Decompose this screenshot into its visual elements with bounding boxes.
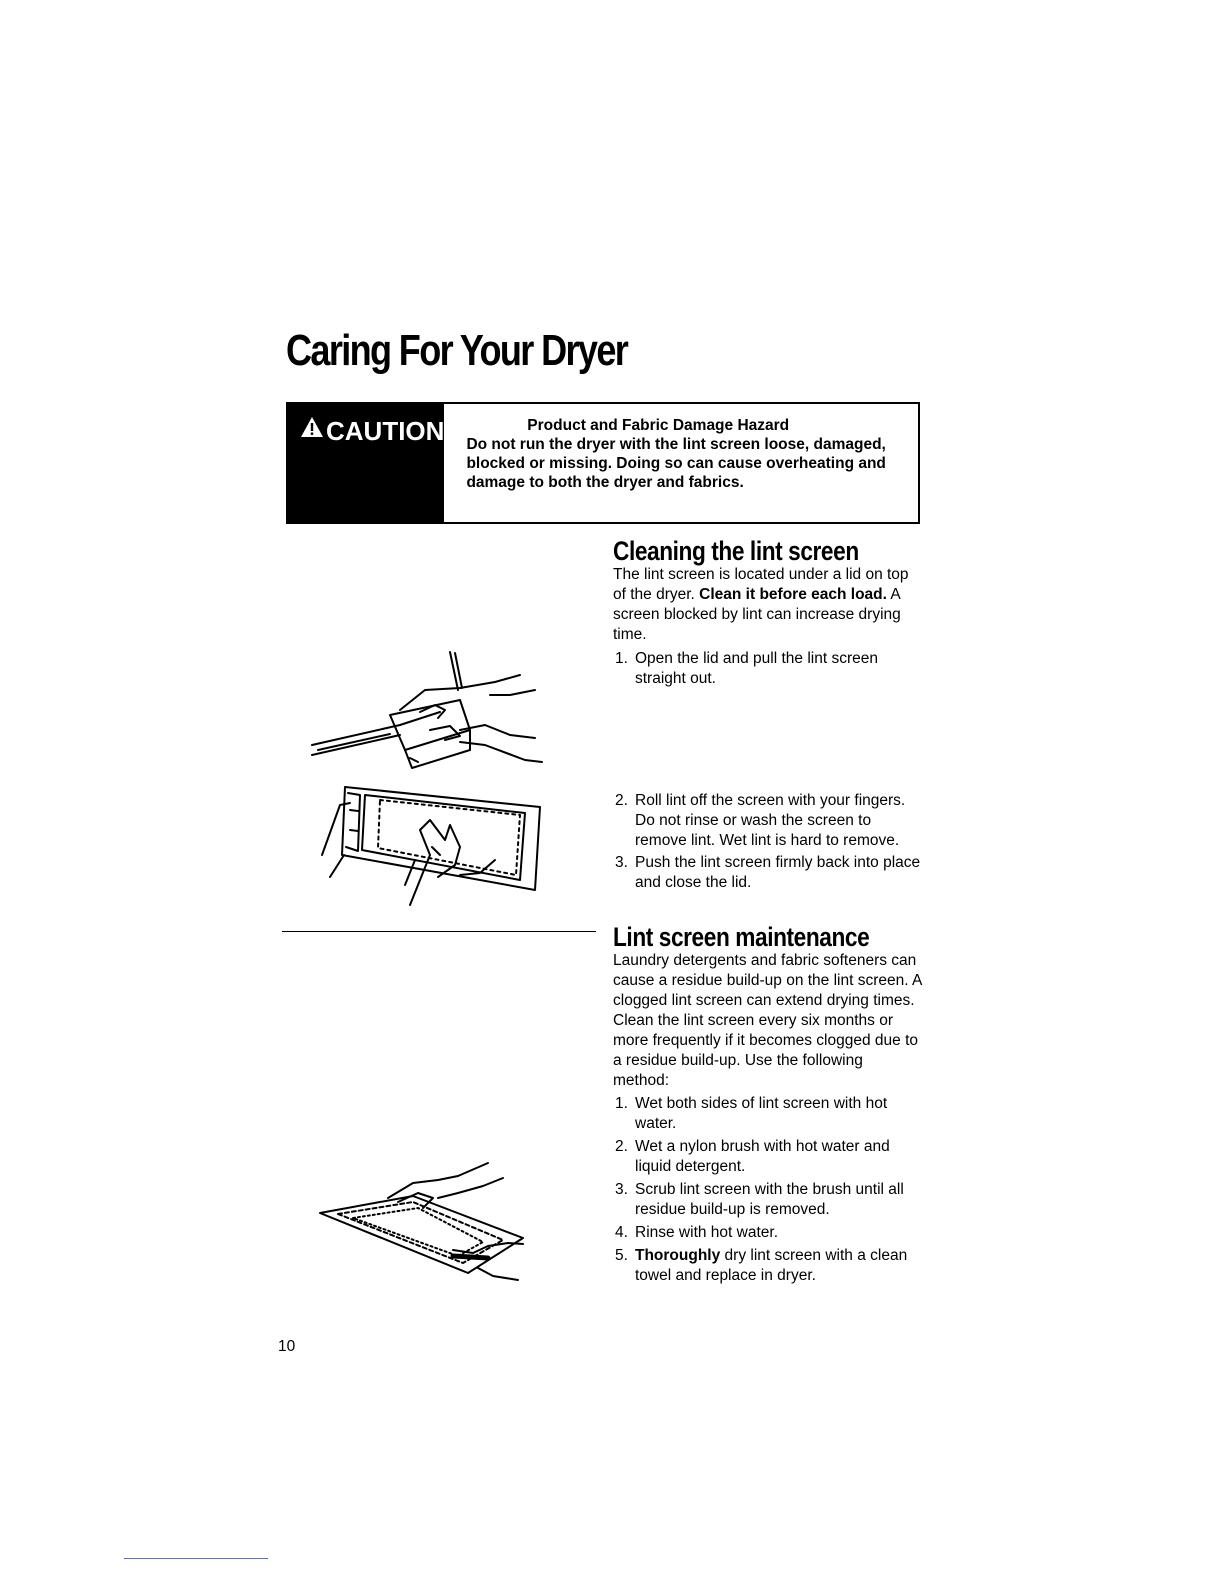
list-item: 5. Thoroughly dry lint screen with a clean towel and replace in dryer. [615,1247,908,1284]
list-item: 3. Scrub lint screen with the brush until all residue build-up is removed. [615,1181,904,1218]
list-item: 1. Wet both sides of lint screen with hot water. [615,1095,888,1132]
caution-text [444,404,918,522]
cleaning-intro: The lint screen is located under a lid on top of the dryer. Clean it before each load. A screen blocked by lint can increase drying time. [613,566,909,643]
maintenance-section [613,922,923,1286]
cleaning-heading: Cleaning the lint screen [613,536,859,566]
page-title: Caring For Your Dryer [286,326,628,375]
caution-box [286,402,920,524]
list-item: 1. Open the lid and pull the lint screen straight out. [615,650,878,687]
list-item: 2. Wet a nylon brush with hot water and liquid detergent. [615,1138,890,1175]
lint-scrubbing-illustration [318,1158,533,1283]
list-item: 2. Roll lint off the screen with your fingers. Do not rinse or wash the screen to remove lint. Wet lint is hard to remove. [615,792,906,849]
warning-triangle-icon [300,416,324,438]
caution-label-text: CAUTION [326,416,445,446]
page-number: 10 [278,1338,296,1355]
bottom-rule [124,1558,268,1559]
caution-heading: Product and Fabric Damage Hazard [527,417,790,434]
cleaning-section [613,536,923,689]
caution-body: Do not run the dryer with the lint screen loose, damaged, blocked or missing. Doing so can cause overheating and damage to both the dryer and fabrics. [466,436,886,491]
section-divider [282,931,596,932]
list-item: 4. Rinse with hot water. [615,1224,779,1241]
maintenance-intro: Laundry detergents and fabric softeners can cause a residue build-up on the lint screen. A clogged lint screen can extend drying times. Clean the lint screen every six months or more frequently if it becomes clogged due to a residue build-up. Use the following method: [613,952,922,1089]
maintenance-heading: Lint screen maintenance [613,922,870,952]
cleaning-steps-continued [613,791,923,893]
lint-screen-removal-illustration [310,650,550,785]
list-item: 3. Push the lint screen firmly back into place and close the lid. [615,854,921,891]
lint-rolling-illustration [320,785,550,910]
